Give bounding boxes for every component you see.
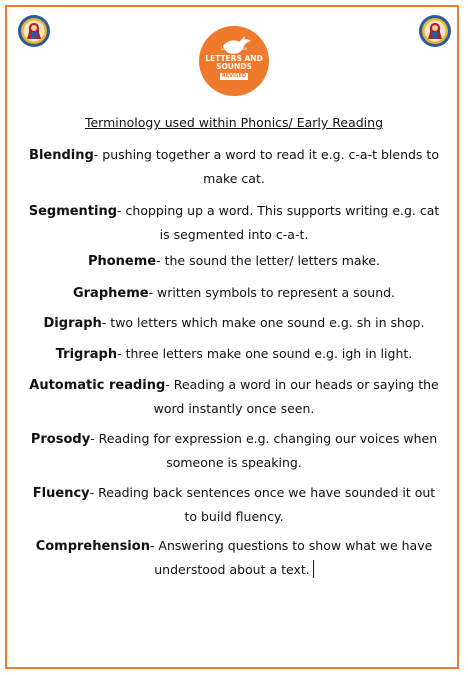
- school-badge-icon: [418, 14, 452, 48]
- term-definition: - Reading for expression e.g. changing our voices when someone is speaking.: [90, 431, 438, 470]
- terminology-entry-fluency: [28, 481, 440, 528]
- terminology-entry-grapheme: [28, 281, 440, 305]
- logo-revised-badge: REVISED: [221, 73, 247, 79]
- terminology-entry-comprehension: [28, 534, 440, 581]
- term-label: Phoneme: [87, 254, 157, 269]
- term-label: Automatic reading: [29, 378, 166, 393]
- term-label: Digraph: [43, 316, 102, 331]
- text-cursor: [313, 560, 314, 578]
- term-label: Prosody: [30, 432, 91, 447]
- terminology-entry-digraph: [28, 311, 440, 335]
- term-definition: - written symbols to represent a sound.: [148, 285, 396, 300]
- term-label: Blending: [29, 148, 94, 163]
- term-label: Grapheme: [72, 286, 149, 301]
- terminology-entry-phoneme: [28, 249, 440, 273]
- term-definition: - two letters which make one sound e.g. sh in shop.: [101, 315, 425, 330]
- terminology-entry-prosody: [28, 427, 440, 474]
- term-definition: - pushing together a word to read it e.g. c-a-t blends to make cat.: [93, 147, 439, 186]
- term-label: Comprehension: [35, 539, 150, 554]
- term-definition: - the sound the letter/ letters make.: [156, 253, 381, 268]
- term-label: Segmenting: [28, 204, 118, 219]
- terminology-entry-blending: [28, 143, 440, 190]
- logo-line-1: LETTERS AND: [205, 54, 263, 63]
- terminology-entry-trigraph: [28, 342, 440, 366]
- logo-brand: Little Wandle: [220, 46, 248, 51]
- term-definition: - Reading back sentences once we have sounded it out to build fluency.: [89, 485, 436, 524]
- term-label: Fluency: [32, 486, 90, 501]
- term-definition: - chopping up a word. This supports writing e.g. cat is segmented into c-a-t.: [117, 203, 440, 242]
- term-label: Trigraph: [55, 347, 118, 362]
- logo-line-2: SOUNDS: [216, 62, 252, 71]
- school-badge-icon: [17, 14, 51, 48]
- page-title: Terminology used within Phonics/ Early Reading: [84, 115, 384, 130]
- term-definition: - Answering questions to show what we have understood about a text.: [149, 538, 433, 577]
- terminology-entry-segmenting: [28, 199, 440, 246]
- term-definition: - Reading a word in our heads or saying the word instantly once seen.: [153, 377, 439, 416]
- term-definition: - three letters make one sound e.g. igh in light.: [117, 346, 413, 361]
- terminology-entry-automatic-reading: [28, 373, 440, 420]
